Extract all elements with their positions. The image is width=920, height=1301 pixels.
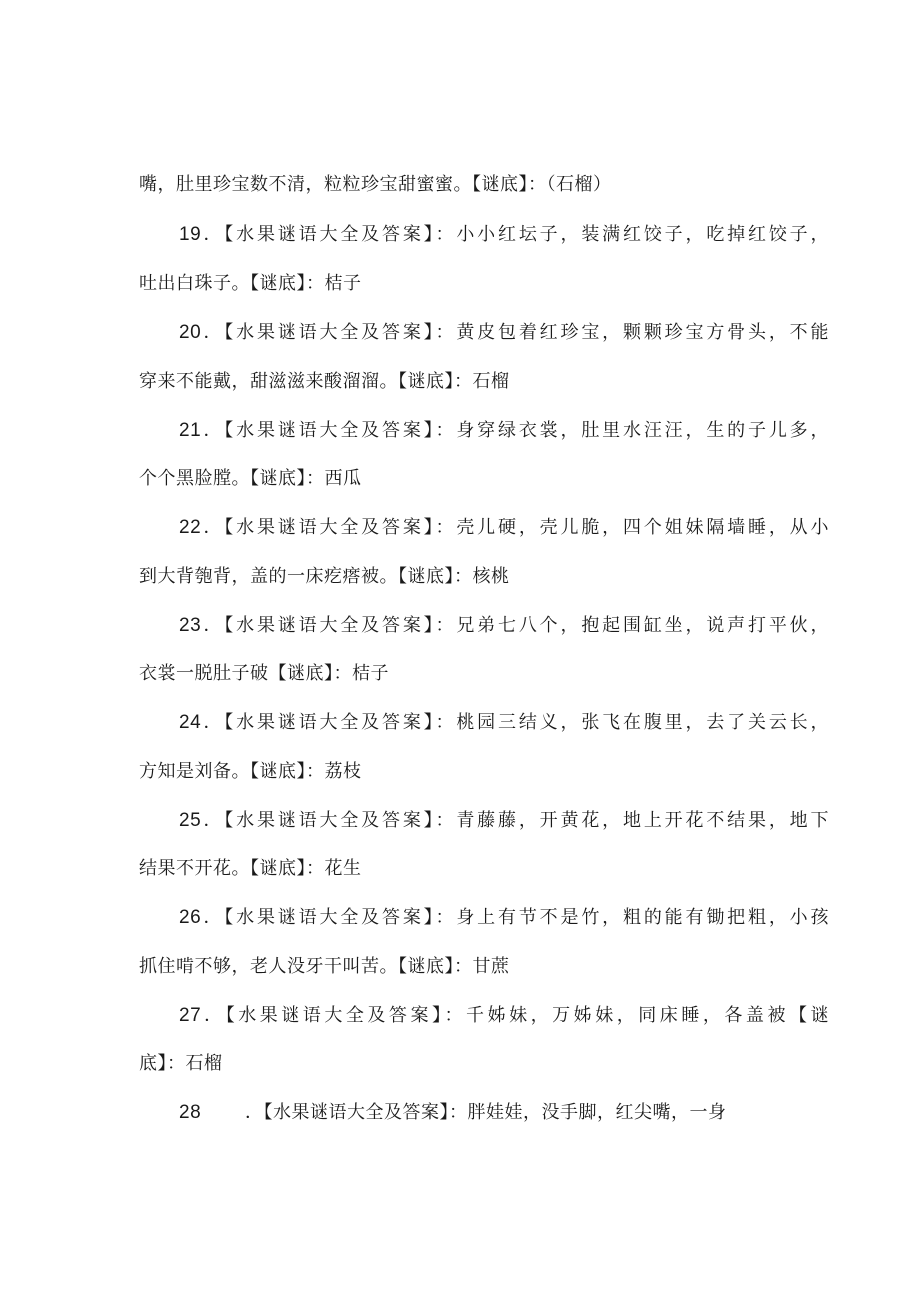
riddle-text: ．【水果谜语大全及答案】：黄皮包着红珍宝，颗颗珍宝方骨头，不能 (201, 322, 829, 343)
riddle-21-line2: 个个黑脸膛。【谜底】：西瓜 (139, 468, 362, 489)
riddle-number: 21 (179, 420, 202, 441)
riddle-text: ．【水果谜语大全及答案】：兄弟七八个，抱起围缸坐，说声打平伙， (201, 615, 829, 636)
intro-line: 嘴，肚里珍宝数不清，粒粒珍宝甜蜜蜜。【谜底】：（石榴） (139, 174, 612, 195)
riddle-text: ．【水果谜语大全及答案】：千姊妹，万姊妹，同床睡，各盖被【谜 (201, 1005, 829, 1026)
riddle-number: 27 (179, 1005, 202, 1026)
riddle-25-line1 (179, 808, 829, 834)
riddle-text: ．【水果谜语大全及答案】：胖娃娃，没手脚，红尖嘴，一身 (245, 1102, 727, 1123)
riddle-23-line2: 衣裳一脱肚子破【谜底】：桔子 (139, 663, 389, 684)
riddle-text: ．【水果谜语大全及答案】：青藤藤，开黄花，地上开花不结果，地下 (201, 810, 829, 831)
riddle-20-line2: 穿来不能戴，甜滋滋来酸溜溜。【谜底】：石榴 (139, 371, 510, 392)
riddle-25-line2: 结果不开花。【谜底】：花生 (139, 858, 362, 879)
riddle-26-line1 (179, 905, 829, 931)
riddle-text: ．【水果谜语大全及答案】：桃园三结义，张飞在腹里，去了关云长， (201, 712, 829, 733)
riddle-24-line1 (179, 710, 829, 736)
riddle-number: 24 (179, 712, 202, 733)
riddle-number: 19 (179, 224, 202, 245)
riddle-24-line2: 方知是刘备。【谜底】：荔枝 (139, 761, 362, 782)
riddle-22-line2: 到大背匏背，盖的一床疙瘩被。【谜底】：核桃 (139, 566, 510, 587)
riddle-number: 26 (179, 907, 202, 928)
riddle-22-line1 (179, 515, 829, 541)
riddle-19-line2: 吐出白珠子。【谜底】：桔子 (139, 273, 362, 294)
riddle-27-line1 (179, 1003, 829, 1029)
riddle-number: 20 (179, 322, 202, 343)
riddle-text: ．【水果谜语大全及答案】：身上有节不是竹，粗的能有锄把粗，小孩 (201, 907, 829, 928)
riddle-19-line1 (179, 222, 829, 248)
riddle-number: 23 (179, 615, 202, 636)
riddle-23-line1 (179, 613, 829, 639)
riddle-number: 28 (179, 1102, 202, 1123)
riddle-27-line2: 底】：石榴 (139, 1053, 223, 1074)
riddle-21-line1 (179, 418, 829, 444)
riddle-text: ．【水果谜语大全及答案】：身穿绿衣裳，肚里水汪汪，生的子儿多， (201, 420, 829, 441)
riddle-text: ．【水果谜语大全及答案】：壳儿硬，壳儿脆，四个姐妹隔墙睡，从小 (201, 517, 829, 538)
riddle-text: ．【水果谜语大全及答案】：小小红坛子，装满红饺子，吃掉红饺子， (201, 224, 829, 245)
riddle-20-line1 (179, 320, 829, 346)
riddle-26-line2: 抓住啃不够，老人没牙干叫苦。【谜底】：甘蔗 (139, 956, 510, 977)
riddle-28-line1 (179, 1100, 829, 1126)
riddle-number: 25 (179, 810, 202, 831)
riddle-number: 22 (179, 517, 202, 538)
